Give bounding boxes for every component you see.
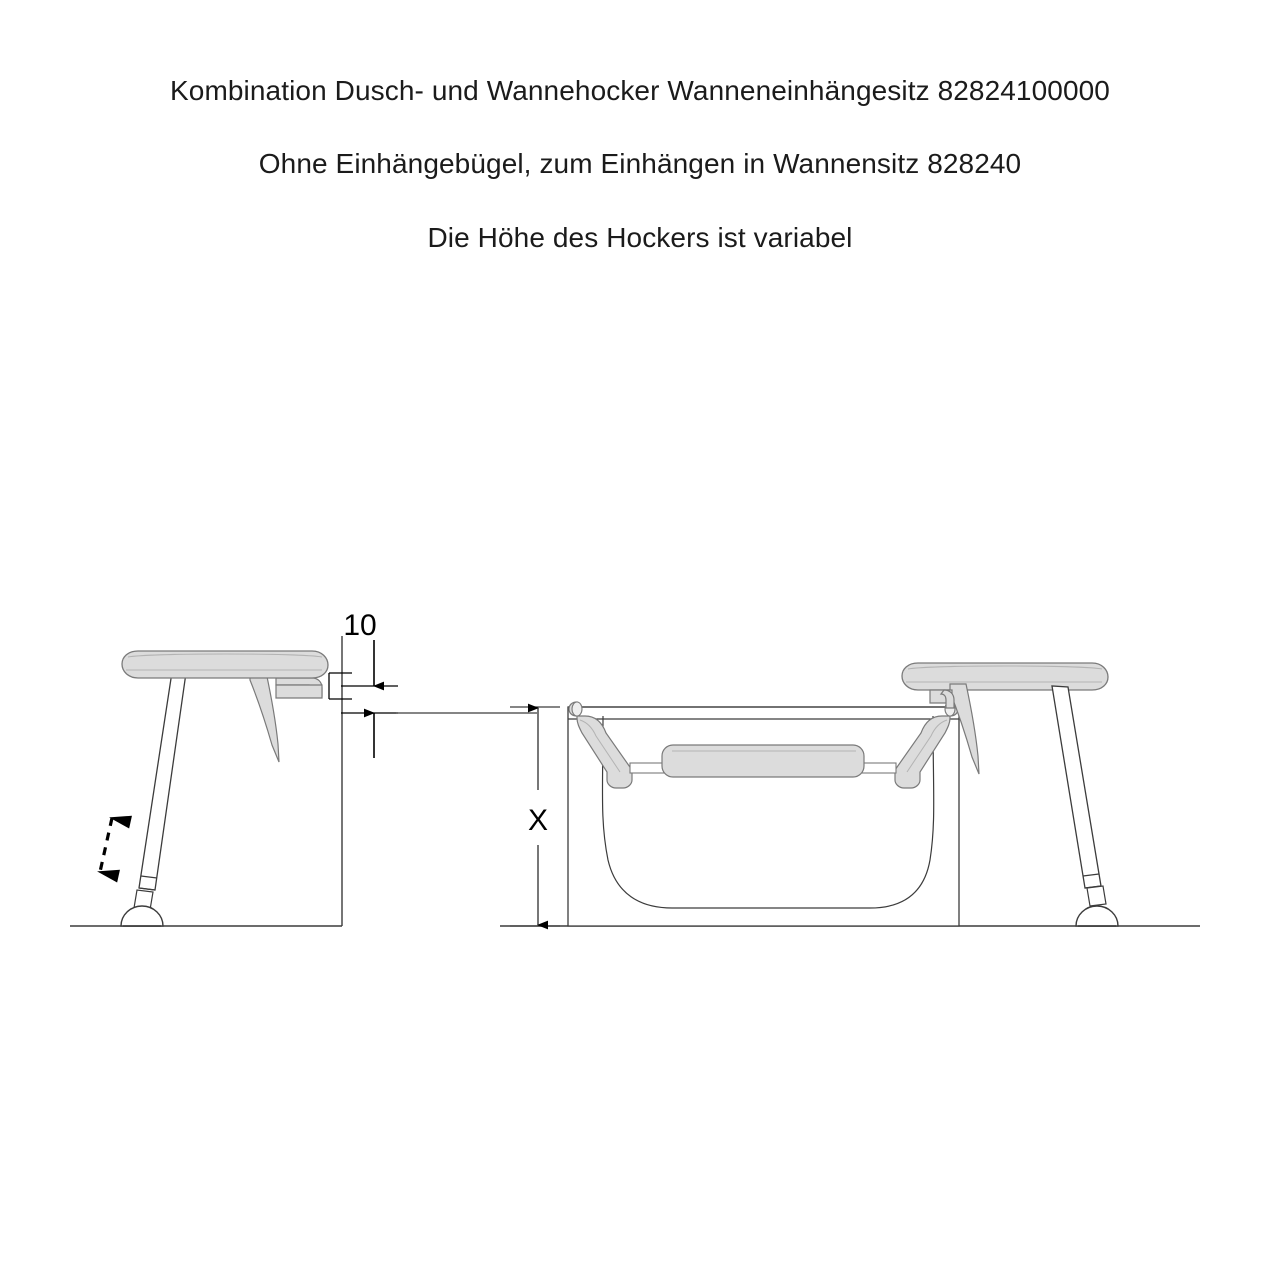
cross-bar xyxy=(662,745,864,777)
page-title: Kombination Dusch- und Wannehocker Wanneneinhängesitz 82824100000 xyxy=(170,75,1110,106)
left-view-stool xyxy=(70,609,537,926)
dimension-x xyxy=(510,707,560,926)
subtitle-line: Ohne Einhängebügel, zum Einhängen in Wannensitz 828240 xyxy=(258,148,1022,179)
adjustable-leg-right xyxy=(1052,686,1106,906)
right-view-tub-assembly xyxy=(500,663,1200,926)
bathtub xyxy=(568,707,959,926)
seat-right xyxy=(902,663,1108,690)
seat-left xyxy=(122,651,328,678)
adjustable-leg-left xyxy=(134,672,186,910)
dimension-10 xyxy=(329,609,398,758)
hook-bracket-left xyxy=(250,672,322,762)
leg-adjust-arrow xyxy=(100,818,112,872)
note-line: Die Höhe des Hockers ist variabel xyxy=(427,222,853,253)
dimension-10-label: 10 xyxy=(343,609,377,642)
dimension-x-label: X xyxy=(527,804,549,837)
rubber-foot-right xyxy=(1076,906,1118,926)
rubber-foot-left xyxy=(121,906,163,926)
